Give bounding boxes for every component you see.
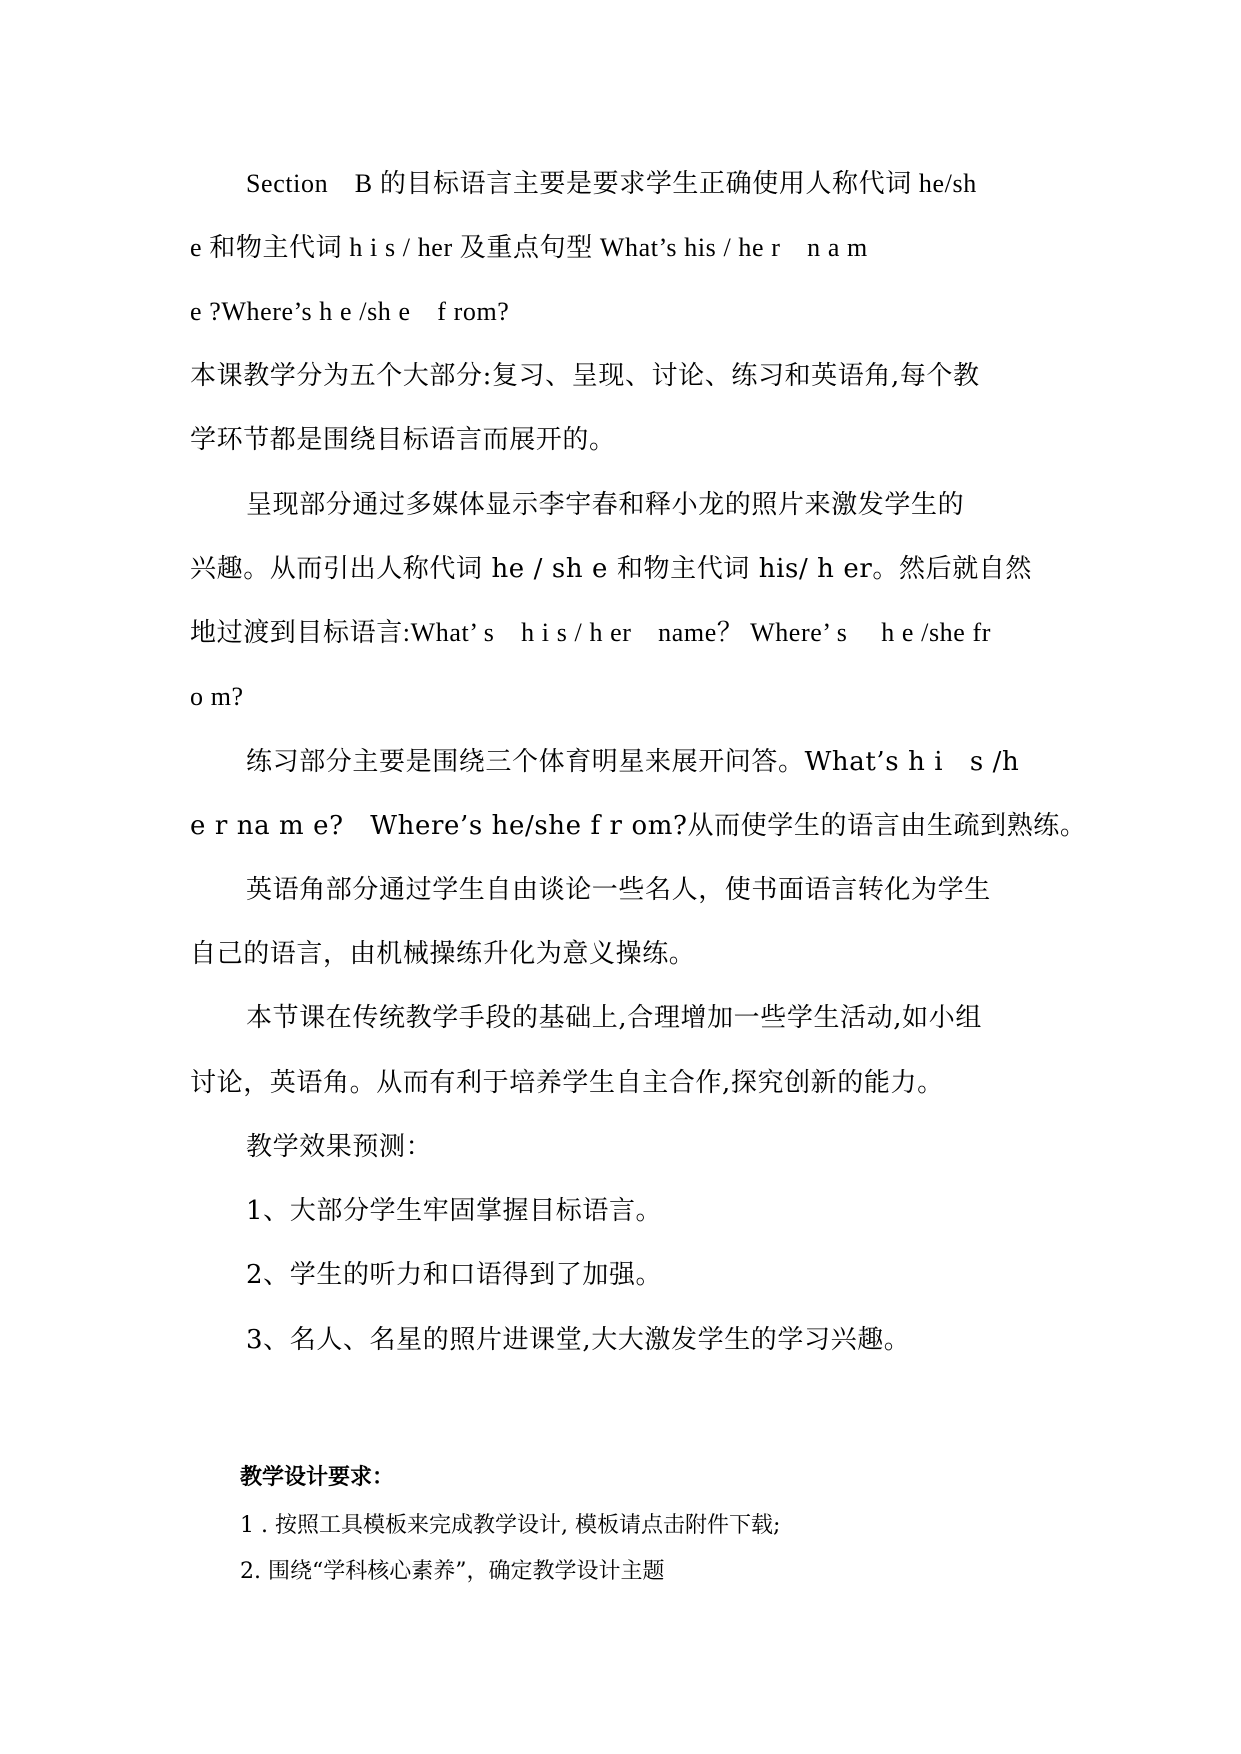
paragraph-2-line-2: 学环节都是围绕目标语言而展开的。 (190, 425, 616, 455)
paragraph-3-line-4: o m? (190, 682, 244, 711)
paragraph-4-line-1: 练习部分主要是围绕三个体育明星来展开问答。What’s h i s /h (246, 747, 1020, 777)
effect-item-3: 3、名人、名星的照片进课堂,大大激发学生的学习兴趣。 (246, 1325, 911, 1355)
paragraph-4-line-2: e r na m e? Where’s he/she f r om?从而使学生的语言由生疏到熟练。 (190, 811, 1087, 841)
paragraph-5-line-1: 英语角部分通过学生自由谈论一些名人，使书面语言转化为学生 (246, 875, 991, 905)
requirement-item-2: 2. 围绕“学科核心素养”，确定教学设计主题 (240, 1559, 665, 1584)
effect-heading: 教学效果预测： (246, 1132, 433, 1162)
requirements-title: 教学设计要求： (240, 1465, 395, 1490)
effect-item-1: 1、大部分学生牢固掌握目标语言。 (246, 1196, 663, 1226)
effect-item-2: 2、学生的听力和口语得到了加强。 (246, 1260, 663, 1290)
paragraph-5-line-2: 自己的语言，由机械操练升化为意义操练。 (190, 939, 696, 969)
paragraph-1-line-3: e ?Where’s h e /sh e f rom? (190, 297, 510, 326)
paragraph-6-line-1: 本节课在传统教学手段的基础上,合理增加一些学生活动,如小组 (246, 1003, 982, 1033)
paragraph-3-line-2: 兴趣。从而引出人称代词 he / sh e 和物主代词 his/ h er。然后就自然 (190, 554, 1033, 584)
paragraph-3-line-1: 呈现部分通过多媒体显示李宇春和释小龙的照片来激发学生的 (246, 490, 965, 520)
paragraph-1-line-2: e 和物主代词 h i s / her 及重点句型 What’s his / he r n a m (190, 233, 868, 262)
paragraph-1-line-1: Section B 的目标语言主要是要求学生正确使用人称代词 he/sh (246, 169, 977, 198)
requirement-item-1: 1 . 按照工具模板来完成教学设计, 模板请点击附件下载; (240, 1513, 781, 1538)
paragraph-3-line-3: 地过渡到目标语言:What’ s h i s / h er name？ Where’ s h e /she fr (190, 618, 992, 647)
paragraph-6-line-2: 讨论，英语角。从而有利于培养学生自主合作,探究创新的能力。 (190, 1068, 944, 1098)
paragraph-2-line-1: 本课教学分为五个大部分:复习、呈现、讨论、练习和英语角,每个教 (190, 361, 980, 391)
